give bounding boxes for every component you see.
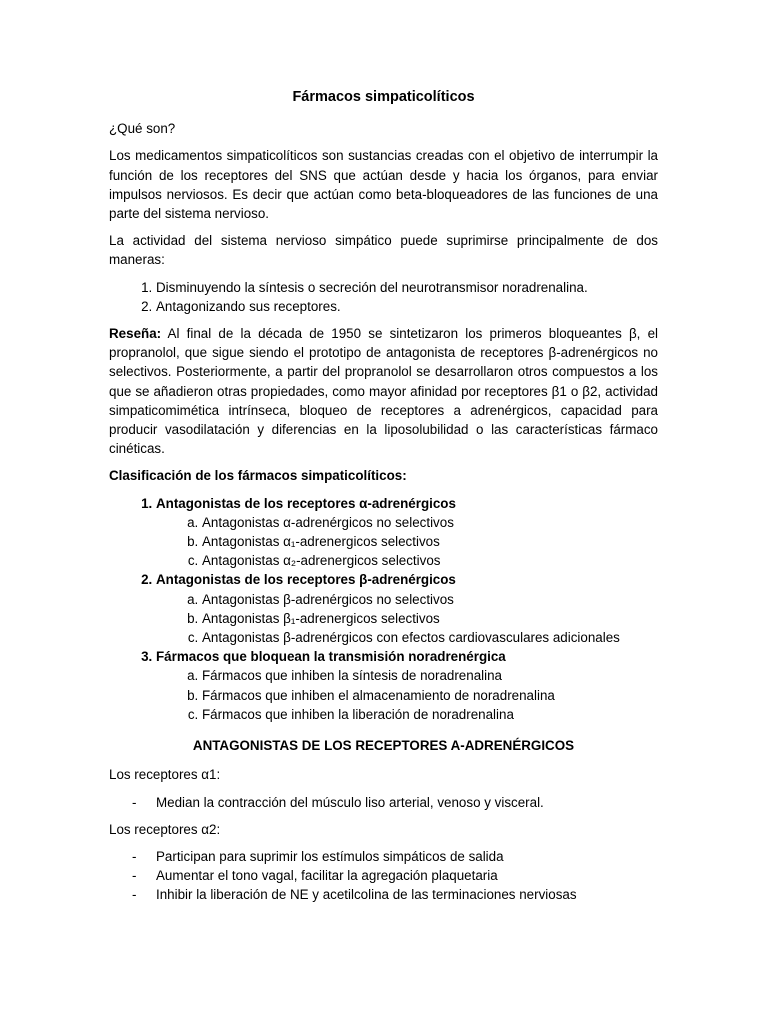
list-item: b. Antagonistas β₁-adrenergicos selectivos [202,609,658,628]
list-item [109,885,658,904]
classification-group-label: Antagonistas de los receptores α-adrenérgicos [156,495,456,511]
list-item: a. Fármacos que inhiben la síntesis de noradrenalina [202,666,658,685]
review-paragraph [109,324,658,458]
question-heading: ¿Qué son? [109,121,176,137]
alpha2-label: Los receptores α2: [109,821,221,837]
section-heading: ANTAGONISTAS DE LOS RECEPTORES A-ADRENÉRGICOS [192,738,575,754]
alpha1-list [109,793,658,812]
list-item-text: Median la contracción del músculo liso arterial, venoso y visceral. [156,794,544,810]
list-item: 2. Antagonizando sus receptores. [156,297,658,316]
ways-list [109,278,658,316]
classification-sublist [156,666,658,724]
dash-bullet: - [132,868,137,884]
list-item-text: Aumentar el tono vagal, facilitar la agregación plaquetaria [156,868,498,884]
review-text: Al final de la década de 1950 se sintetizaron los primeros bloqueantes β, el propranolol, que sigue siendo el prototipo de antagonista de receptores β-adrenérgicos no selectivos. Posteriormente, a partir del propranolol se desarrollaron otros compuestos a los que se añadieron otras propiedades, como mayor afinidad por receptores β1 o β2, actividad simpaticomimética intrínseca, bloqueo de receptores a adrenérgicos, capacidad para producir vasodilatación y diferencias en la liposolubilidad o las características fármaco cinéticas. [109,326,658,457]
list-item [109,793,658,812]
list-item [109,847,658,866]
classification-group [156,647,658,724]
classification-sublist [156,590,658,648]
list-item: b. Fármacos que inhiben el almacenamiento de noradrenalina [202,686,658,705]
document-title: Fármacos simpaticolíticos [292,89,475,105]
review-label: Reseña: [109,326,162,342]
list-item: a. Antagonistas β-adrenérgicos no selectivos [202,590,658,609]
classification-list [109,494,658,724]
list-item: a. Antagonistas α-adrenérgicos no selectivos [202,513,658,532]
classification-group-label: Fármacos que bloquean la transmisión noradrenérgica [156,649,506,665]
classification-sublist [156,513,658,571]
list-item: 1. Disminuyendo la síntesis o secreción del neurotransmisor noradrenalina. [156,278,658,297]
list-item: c. Antagonistas β-adrenérgicos con efectos cardiovasculares adicionales [202,628,658,647]
list-item: c. Fármacos que inhiben la liberación de noradrenalina [202,705,658,724]
list-item: b. Antagonistas α₁-adrenergicos selectivos [202,532,658,551]
dash-bullet: - [132,794,137,810]
list-item: c. Antagonistas α₂-adrenergicos selectivos [202,551,658,570]
classification-group [156,494,658,571]
alpha1-label: Los receptores α1: [109,767,221,783]
classification-group [156,570,658,647]
list-item-text: Participan para suprimir los estímulos simpáticos de salida [156,848,504,864]
intro-paragraph: Los medicamentos simpaticolíticos son sustancias creadas con el objetivo de interrumpir la función de los receptores del SNS que actúan desde y hacia los órganos, para enviar impulsos nerviosos. Es decir que actúan como beta-bloqueadores de las funciones de una parte del sistema nervioso. [109,148,658,222]
classification-group-label: Antagonistas de los receptores β-adrenérgicos [156,572,456,588]
list-item-text: Inhibir la liberación de NE y acetilcolina de las terminaciones nerviosas [156,887,577,903]
alpha2-list [109,847,658,905]
classification-heading: Clasificación de los fármacos simpaticolíticos: [109,468,407,484]
dash-bullet: - [132,887,137,903]
dash-bullet: - [132,848,137,864]
activity-paragraph: La actividad del sistema nervioso simpático puede suprimirse principalmente de dos maneras: [109,233,658,268]
list-item [109,866,658,885]
